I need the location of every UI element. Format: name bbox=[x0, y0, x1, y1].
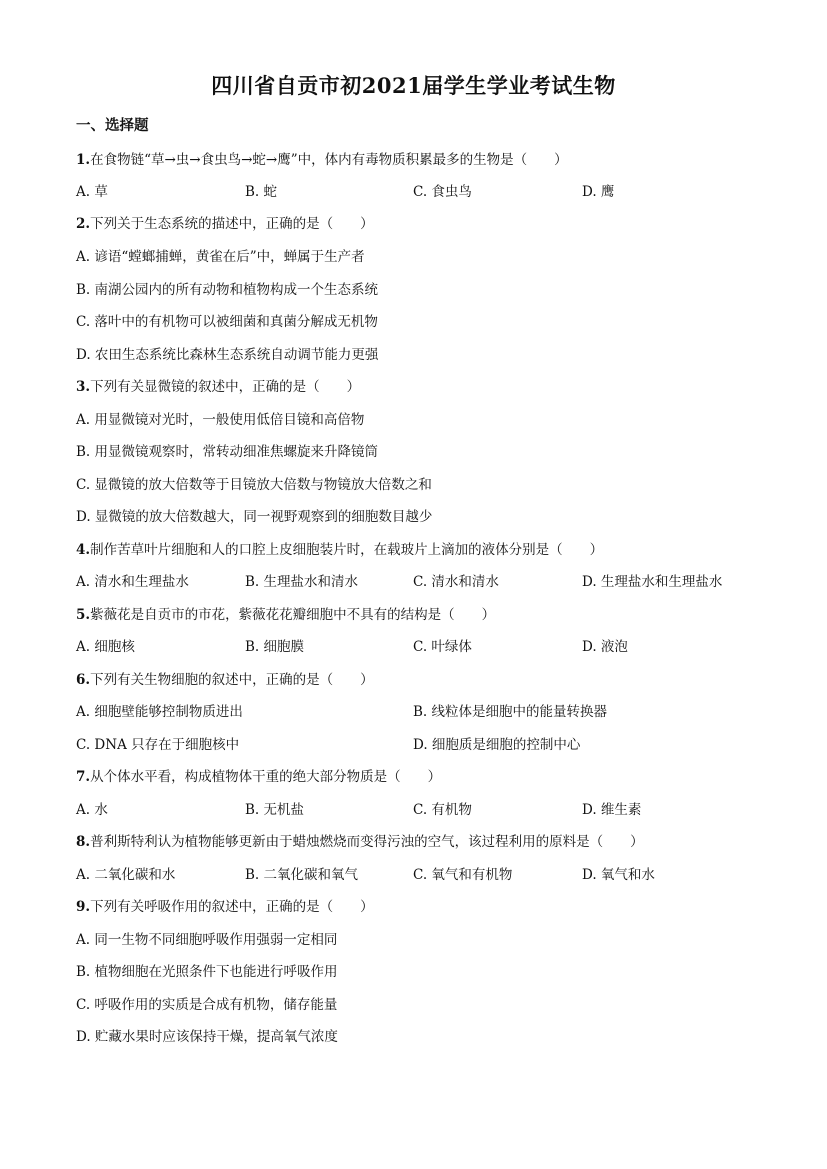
question-stem: 在食物链“草→虫→食虫鸟→蛇→鹰”中，体内有毒物质积累最多的生物是（ ） bbox=[90, 152, 568, 168]
question-stem: 制作苦草叶片细胞和人的口腔上皮细胞装片时，在载玻片上滴加的液体分别是（ ） bbox=[90, 542, 604, 558]
page-title: 四川省自贡市初2021届学生学业考试生物 bbox=[211, 73, 616, 98]
option-d: D. 鹰 bbox=[582, 184, 615, 200]
option-c: C. 食虫鸟 bbox=[413, 184, 472, 200]
question-number: 4. bbox=[76, 542, 91, 558]
option-d: D. 生理盐水和生理盐水 bbox=[582, 574, 723, 590]
option-b: B. 植物细胞在光照条件下也能进行呼吸作用 bbox=[76, 964, 338, 980]
question-number: 2. bbox=[76, 216, 91, 232]
question-9 bbox=[76, 895, 374, 915]
option-b: B. 线粒体是细胞中的能量转换器 bbox=[413, 704, 608, 720]
question-number: 3. bbox=[76, 379, 91, 395]
option-d: D. 维生素 bbox=[582, 802, 642, 818]
question-stem: 普利斯特利认为植物能够更新由于蜡烛燃烧而变得污浊的空气，该过程利用的原料是（ ） bbox=[90, 834, 644, 850]
option-c: C. 呼吸作用的实质是合成有机物，储存能量 bbox=[76, 997, 338, 1013]
option-d: D. 氧气和水 bbox=[582, 867, 655, 883]
option-a: A. 细胞壁能够控制物质进出 bbox=[76, 704, 243, 720]
question-stem: 下列关于生态系统的描述中，正确的是（ ） bbox=[90, 216, 374, 232]
question-number: 8. bbox=[76, 834, 91, 850]
option-a: A. 用显微镜对光时，一般使用低倍目镜和高倍物 bbox=[76, 412, 365, 428]
section-heading: 一、选择题 bbox=[76, 117, 149, 134]
option-a: A. 二氧化碳和水 bbox=[76, 867, 176, 883]
option-c: C. 显微镜的放大倍数等于目镜放大倍数与物镜放大倍数之和 bbox=[76, 477, 432, 493]
question-number: 5. bbox=[76, 607, 91, 623]
option-b: B. 用显微镜观察时，常转动细准焦螺旋来升降镜筒 bbox=[76, 444, 379, 460]
option-a: A. 谚语“螳螂捕蝉，黄雀在后”中，蝉属于生产者 bbox=[76, 249, 365, 265]
option-a: A. 水 bbox=[76, 802, 108, 818]
question-2 bbox=[76, 212, 374, 232]
option-b: B. 无机盐 bbox=[245, 802, 305, 818]
question-6 bbox=[76, 668, 374, 688]
option-b: B. 细胞膜 bbox=[245, 639, 305, 655]
question-7 bbox=[76, 765, 441, 785]
option-a: A. 草 bbox=[76, 184, 108, 200]
option-d: D. 贮藏水果时应该保持干燥，提高氧气浓度 bbox=[76, 1029, 338, 1045]
option-a: A. 细胞核 bbox=[76, 639, 135, 655]
option-d: D. 显微镜的放大倍数越大，同一视野观察到的细胞数目越少 bbox=[76, 509, 433, 525]
option-c: C. DNA 只存在于细胞核中 bbox=[76, 737, 240, 753]
question-8 bbox=[76, 830, 644, 850]
option-b: B. 二氧化碳和氧气 bbox=[245, 867, 359, 883]
question-number: 9. bbox=[76, 899, 91, 915]
question-number: 1. bbox=[76, 152, 91, 168]
question-stem: 紫薇花是自贡市的市花，紫薇花花瓣细胞中不具有的结构是（ ） bbox=[90, 607, 496, 623]
option-c: C. 有机物 bbox=[413, 802, 472, 818]
question-1 bbox=[76, 148, 568, 168]
question-number: 7. bbox=[76, 769, 91, 785]
question-stem: 从个体水平看，构成植物体干重的绝大部分物质是（ ） bbox=[90, 769, 442, 785]
question-stem: 下列有关显微镜的叙述中，正确的是（ ） bbox=[90, 379, 361, 395]
question-number: 6. bbox=[76, 672, 91, 688]
question-stem: 下列有关生物细胞的叙述中，正确的是（ ） bbox=[90, 672, 374, 688]
option-d: D. 液泡 bbox=[582, 639, 628, 655]
option-a: A. 同一生物不同细胞呼吸作用强弱一定相同 bbox=[76, 932, 338, 948]
option-c: C. 氧气和有机物 bbox=[413, 867, 513, 883]
option-a: A. 清水和生理盐水 bbox=[76, 574, 189, 590]
question-3 bbox=[76, 375, 360, 395]
question-4 bbox=[76, 538, 603, 558]
question-stem: 下列有关呼吸作用的叙述中，正确的是（ ） bbox=[90, 899, 374, 915]
option-c: C. 叶绿体 bbox=[413, 639, 472, 655]
option-c: C. 落叶中的有机物可以被细菌和真菌分解成无机物 bbox=[76, 314, 378, 330]
option-d: D. 农田生态系统比森林生态系统自动调节能力更强 bbox=[76, 347, 379, 363]
option-b: B. 生理盐水和清水 bbox=[245, 574, 359, 590]
option-b: B. 蛇 bbox=[245, 184, 278, 200]
option-d: D. 细胞质是细胞的控制中心 bbox=[413, 737, 581, 753]
option-b: B. 南湖公园内的所有动物和植物构成一个生态系统 bbox=[76, 282, 379, 298]
option-c: C. 清水和清水 bbox=[413, 574, 499, 590]
question-5 bbox=[76, 603, 495, 623]
